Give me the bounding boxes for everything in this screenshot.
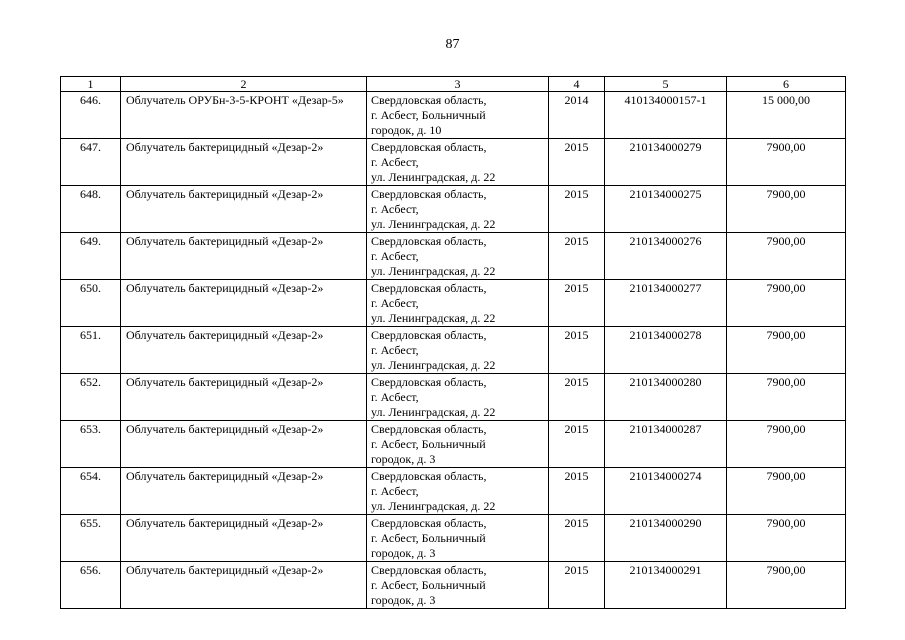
item-name: Облучатель бактерицидный «Дезар-2» bbox=[121, 280, 367, 327]
item-year: 2015 bbox=[549, 468, 605, 515]
item-address bbox=[367, 421, 549, 468]
page-number: 87 bbox=[445, 37, 460, 52]
address-line: Свердловская область, bbox=[371, 375, 487, 389]
address-line: г. Асбест, bbox=[371, 484, 419, 498]
item-year: 2015 bbox=[549, 562, 605, 609]
item-address bbox=[367, 327, 549, 374]
item-name: Облучатель бактерицидный «Дезар-2» bbox=[121, 562, 367, 609]
row-number: 651. bbox=[61, 327, 121, 374]
item-address bbox=[367, 562, 549, 609]
table-row bbox=[61, 468, 846, 515]
address-line: городок, д. 3 bbox=[371, 546, 436, 560]
address-line: г. Асбест, Больничный bbox=[371, 578, 486, 592]
address-line: г. Асбест, Больничный bbox=[371, 108, 486, 122]
item-inventory-number: 210134000276 bbox=[605, 233, 727, 280]
table-row bbox=[61, 374, 846, 421]
item-year: 2015 bbox=[549, 327, 605, 374]
address-line: г. Асбест, Больничный bbox=[371, 437, 486, 451]
table-row bbox=[61, 280, 846, 327]
item-year: 2014 bbox=[549, 92, 605, 139]
item-cost: 7900,00 bbox=[727, 186, 846, 233]
item-inventory-number: 210134000275 bbox=[605, 186, 727, 233]
address-line: г. Асбест, bbox=[371, 202, 419, 216]
row-number: 656. bbox=[61, 562, 121, 609]
item-inventory-number: 210134000274 bbox=[605, 468, 727, 515]
item-name: Облучатель бактерицидный «Дезар-2» bbox=[121, 515, 367, 562]
item-cost: 7900,00 bbox=[727, 139, 846, 186]
address-line: г. Асбест, bbox=[371, 390, 419, 404]
item-year: 2015 bbox=[549, 515, 605, 562]
address-line: ул. Ленинградская, д. 22 bbox=[371, 405, 496, 419]
address-line: городок, д. 10 bbox=[371, 123, 442, 137]
table-row bbox=[61, 233, 846, 280]
address-line: Свердловская область, bbox=[371, 328, 487, 342]
address-line: Свердловская область, bbox=[371, 422, 487, 436]
item-cost: 15 000,00 bbox=[727, 92, 846, 139]
item-inventory-number: 210134000277 bbox=[605, 280, 727, 327]
item-address bbox=[367, 233, 549, 280]
item-inventory-number: 210134000287 bbox=[605, 421, 727, 468]
item-address bbox=[367, 468, 549, 515]
address-line: городок, д. 3 bbox=[371, 593, 436, 607]
item-cost: 7900,00 bbox=[727, 374, 846, 421]
table-row bbox=[61, 139, 846, 186]
row-number: 653. bbox=[61, 421, 121, 468]
header-col-4: 4 bbox=[549, 77, 605, 92]
item-cost: 7900,00 bbox=[727, 562, 846, 609]
address-line: Свердловская область, bbox=[371, 234, 487, 248]
item-year: 2015 bbox=[549, 233, 605, 280]
item-inventory-number: 410134000157-1 bbox=[605, 92, 727, 139]
item-cost: 7900,00 bbox=[727, 515, 846, 562]
item-name: Облучатель бактерицидный «Дезар-2» bbox=[121, 421, 367, 468]
address-line: ул. Ленинградская, д. 22 bbox=[371, 311, 496, 325]
row-number: 649. bbox=[61, 233, 121, 280]
row-number: 654. bbox=[61, 468, 121, 515]
item-name: Облучатель бактерицидный «Дезар-2» bbox=[121, 139, 367, 186]
address-line: Свердловская область, bbox=[371, 187, 487, 201]
address-line: г. Асбест, Больничный bbox=[371, 531, 486, 545]
item-name: Облучатель бактерицидный «Дезар-2» bbox=[121, 327, 367, 374]
item-cost: 7900,00 bbox=[727, 468, 846, 515]
item-address bbox=[367, 186, 549, 233]
address-line: ул. Ленинградская, д. 22 bbox=[371, 358, 496, 372]
table-row bbox=[61, 186, 846, 233]
header-col-5: 5 bbox=[605, 77, 727, 92]
item-inventory-number: 210134000280 bbox=[605, 374, 727, 421]
address-line: городок, д. 3 bbox=[371, 452, 436, 466]
address-line: ул. Ленинградская, д. 22 bbox=[371, 170, 496, 184]
table-header bbox=[61, 77, 846, 92]
table-row bbox=[61, 515, 846, 562]
item-name: Облучатель бактерицидный «Дезар-2» bbox=[121, 374, 367, 421]
address-line: ул. Ленинградская, д. 22 bbox=[371, 217, 496, 231]
item-address bbox=[367, 515, 549, 562]
item-address bbox=[367, 92, 549, 139]
item-cost: 7900,00 bbox=[727, 327, 846, 374]
address-line: Свердловская область, bbox=[371, 93, 487, 107]
item-year: 2015 bbox=[549, 186, 605, 233]
item-name: Облучатель бактерицидный «Дезар-2» bbox=[121, 233, 367, 280]
header-col-1: 1 bbox=[61, 77, 121, 92]
item-address bbox=[367, 280, 549, 327]
item-address bbox=[367, 139, 549, 186]
header-row bbox=[61, 77, 846, 92]
item-cost: 7900,00 bbox=[727, 233, 846, 280]
header-col-2: 2 bbox=[121, 77, 367, 92]
item-inventory-number: 210134000291 bbox=[605, 562, 727, 609]
item-address bbox=[367, 374, 549, 421]
item-inventory-number: 210134000278 bbox=[605, 327, 727, 374]
address-line: ул. Ленинградская, д. 22 bbox=[371, 264, 496, 278]
table-row bbox=[61, 327, 846, 374]
address-line: г. Асбест, bbox=[371, 296, 419, 310]
table-body bbox=[61, 92, 846, 609]
address-line: Свердловская область, bbox=[371, 516, 487, 530]
row-number: 646. bbox=[61, 92, 121, 139]
address-line: г. Асбест, bbox=[371, 249, 419, 263]
property-table bbox=[60, 76, 846, 609]
item-inventory-number: 210134000290 bbox=[605, 515, 727, 562]
row-number: 648. bbox=[61, 186, 121, 233]
item-year: 2015 bbox=[549, 374, 605, 421]
item-name: Облучатель ОРУБн-3-5-КРОНТ «Дезар-5» bbox=[121, 92, 367, 139]
row-number: 655. bbox=[61, 515, 121, 562]
item-year: 2015 bbox=[549, 421, 605, 468]
item-cost: 7900,00 bbox=[727, 421, 846, 468]
item-cost: 7900,00 bbox=[727, 280, 846, 327]
address-line: ул. Ленинградская, д. 22 bbox=[371, 499, 496, 513]
header-col-6: 6 bbox=[727, 77, 846, 92]
address-line: г. Асбест, bbox=[371, 155, 419, 169]
row-number: 652. bbox=[61, 374, 121, 421]
table-row bbox=[61, 92, 846, 139]
row-number: 647. bbox=[61, 139, 121, 186]
item-year: 2015 bbox=[549, 139, 605, 186]
row-number: 650. bbox=[61, 280, 121, 327]
address-line: г. Асбест, bbox=[371, 343, 419, 357]
address-line: Свердловская область, bbox=[371, 281, 487, 295]
item-year: 2015 bbox=[549, 280, 605, 327]
address-line: Свердловская область, bbox=[371, 140, 487, 154]
table-row bbox=[61, 562, 846, 609]
address-line: Свердловская область, bbox=[371, 563, 487, 577]
table-row bbox=[61, 421, 846, 468]
item-name: Облучатель бактерицидный «Дезар-2» bbox=[121, 468, 367, 515]
item-inventory-number: 210134000279 bbox=[605, 139, 727, 186]
item-name: Облучатель бактерицидный «Дезар-2» bbox=[121, 186, 367, 233]
address-line: Свердловская область, bbox=[371, 469, 487, 483]
header-col-3: 3 bbox=[367, 77, 549, 92]
